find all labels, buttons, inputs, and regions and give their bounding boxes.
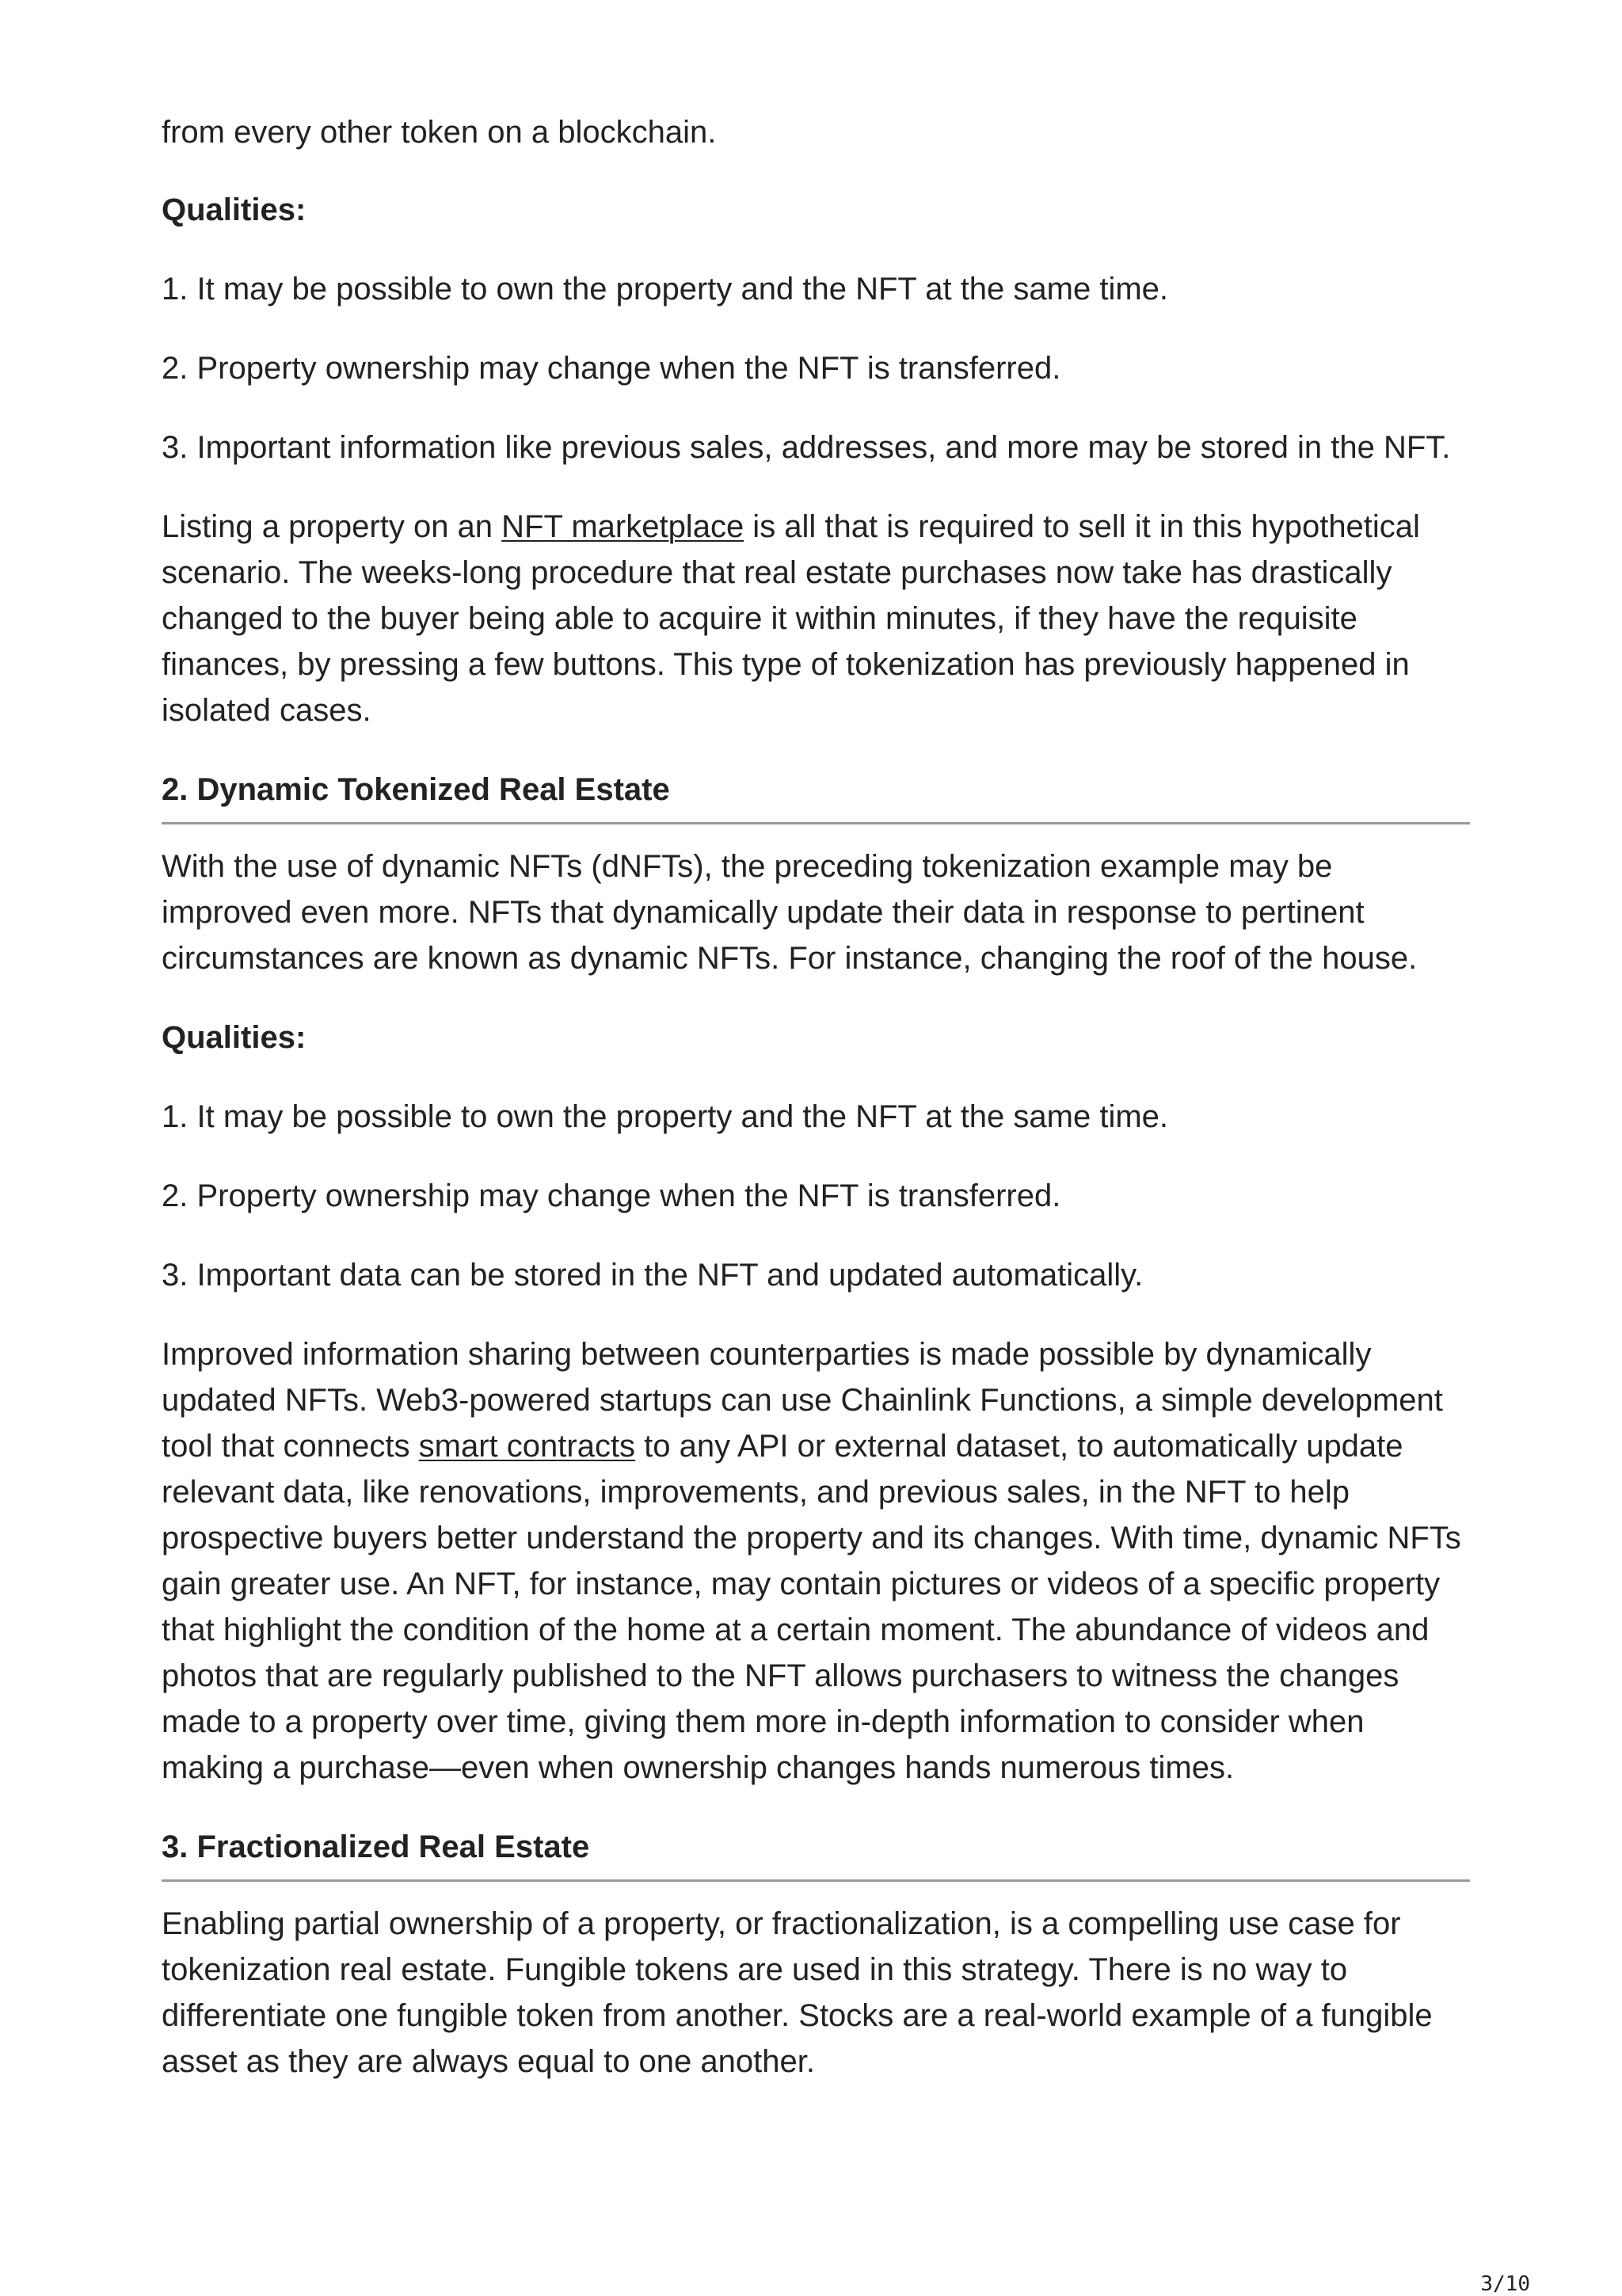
dynamic-intro-paragraph: With the use of dynamic NFTs (dNFTs), the preceding tokenization example may be improved even more. NFTs that dynamically update their data in response to pertinent circumstances are known as dynamic NFTs. For instance, changing the roof of the house.: [162, 849, 1418, 976]
list-item: 1. It may be possible to own the property and the NFT at the same time.: [162, 272, 1169, 307]
lead-text: from every other token on a blockchain.: [162, 115, 717, 150]
paragraph-text: Improved information sharing between counterparties is made possible by dynamically updated NFTs. Web3-powered startups can use Chainlink Functions, a simple development tool that connects: [162, 1337, 1443, 1464]
list-item: 3. Important data can be stored in the NFT and updated automatically.: [162, 1258, 1144, 1293]
paragraph-text: is all that is required to sell it in this hypothetical scenario. The weeks-long procedure that real estate purchases now take has drastically changed to the buyer being able to acquire it within minutes, if they have the requisite finances, by pressing a few buttons. This type of tokenization has previously happened in isolated cases.: [162, 509, 1420, 728]
page-number: 3/10: [1480, 2272, 1530, 2296]
marketplace-paragraph: [162, 504, 1470, 733]
section-heading-fractionalized: 3. Fractionalized Real Estate: [162, 1824, 1470, 1882]
paragraph-text: to any API or external dataset, to automatically update relevant data, like renovations, improvements, and previous sales, in the NFT to help prospective buyers better understand the property and its changes. With time, dynamic NFTs gain greater use. An NFT, for instance, may contain pictures or videos of a specific property that highlight the condition of the home at a certain moment. The abundance of videos and photos that are regularly published to the NFT allows purchasers to witness the changes made to a property over time, giving them more in-depth information to consider when making a purchase—even when ownership changes hands numerous times.: [162, 1429, 1461, 1785]
qualities-label: Qualities:: [162, 1020, 307, 1055]
qualities-label: Qualities:: [162, 192, 307, 227]
list-item: 2. Property ownership may change when the NFT is transferred.: [162, 351, 1061, 386]
document-page: [162, 109, 1470, 2118]
section-heading-dynamic: 2. Dynamic Tokenized Real Estate: [162, 767, 1470, 824]
list-item: 3. Important information like previous sales, addresses, and more may be stored in the NFT.: [162, 430, 1451, 465]
smart-contracts-link[interactable]: smart contracts: [418, 1429, 636, 1464]
list-item: 2. Property ownership may change when the NFT is transferred.: [162, 1178, 1061, 1213]
list-item: 1. It may be possible to own the property and the NFT at the same time.: [162, 1099, 1169, 1134]
paragraph-text: Listing a property on an: [162, 509, 502, 544]
dynamic-nft-paragraph: [162, 1331, 1470, 1791]
nft-marketplace-link[interactable]: NFT marketplace: [501, 509, 744, 544]
fractionalized-intro-paragraph: Enabling partial ownership of a property, or fractionalization, is a compelling use case for tokenization real estate. Fungible tokens are used in this strategy. There is no way to differentiate one fungible token from another. Stocks are a real-world example of a fungible asset as they are always equal to one another.: [162, 1906, 1433, 2079]
